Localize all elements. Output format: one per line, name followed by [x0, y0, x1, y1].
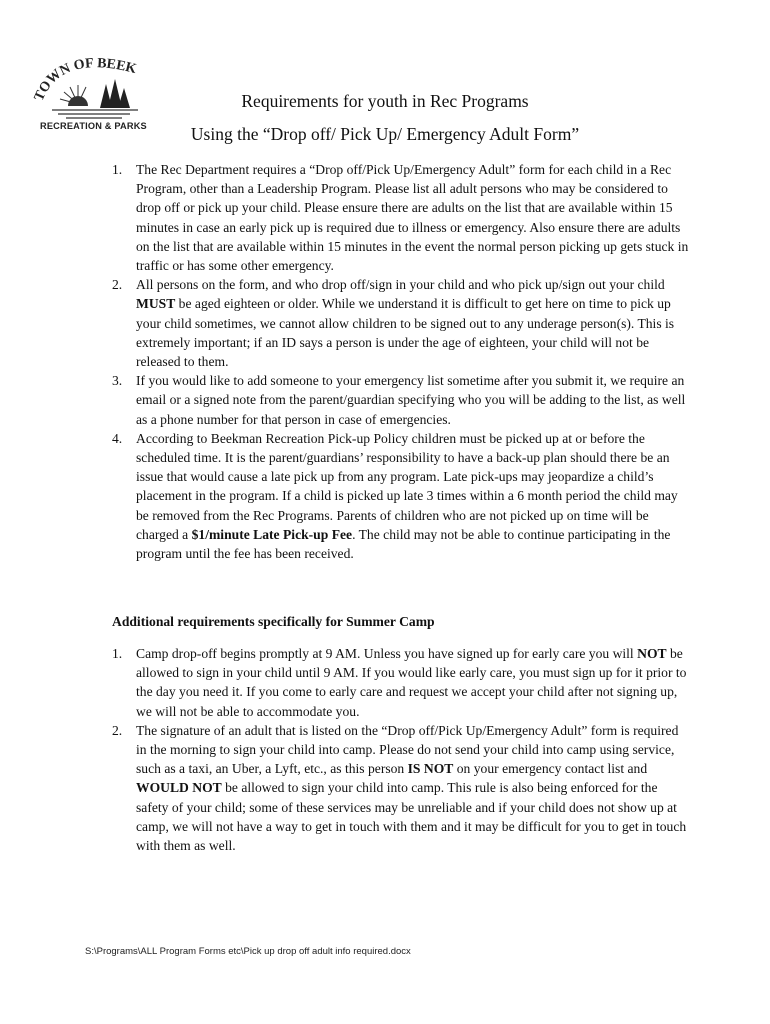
- list-item: [112, 644, 692, 721]
- summer-camp-list: [112, 644, 692, 855]
- text-run: . The child may not be able to continue participating in the program until the fee has been received.: [136, 526, 671, 562]
- page-title: [0, 91, 770, 112]
- item-number: 2.: [112, 277, 123, 293]
- item-text: The Rec Department requires a “Drop off/Pick Up/Emergency Adult” form for each child in a Rec Program, other than a Leadership Program. Please list all adult persons who may be considered to drop off or pick up your child. Please ensure there are adults on the list that are available within 15 minutes in case an early pick up is required due to illness or emergency. Also ensure there are adults on the list that are available within 15 minutes in the event the normal person picking up gets stuck in traffic or has some other emergency.: [136, 162, 689, 274]
- list-item: [112, 721, 692, 855]
- text-run: The signature of an adult that is listed on the “Drop off/Pick Up/Emergency Adult” form is required in the morning to sign your child into camp. Please do not send your child into camp using service, such as a taxi, an Uber, a Lyft, etc., as this person: [136, 722, 679, 777]
- item-number: 1.: [112, 162, 123, 177]
- page-subtitle: [0, 124, 770, 145]
- bold-text: IS NOT: [407, 761, 454, 777]
- list-item: [112, 371, 692, 429]
- list-item: [112, 160, 692, 275]
- text-run: Camp drop-off begins promptly at 9 AM. Unless you have signed up for early care you will: [136, 646, 638, 661]
- title-line-1: Requirements for youth in Rec Programs: [241, 91, 529, 111]
- list-item: [112, 429, 692, 563]
- text-run: be allowed to sign in your child until 9 AM. If you would like early care, you must sign up for it prior to the day you need it. If you come to early care and request we accept your child after not signing up, we will not be able to accommodate you.: [136, 646, 687, 719]
- text-run: be allowed to sign your child into camp. This rule is also being enforced for the safety of your child; some of these services may be unreliable and if your child does not show up at camp, we will not have a way to get in touch with them and it may be difficult for you to get in touch with them as well.: [136, 780, 687, 854]
- item-text: [136, 277, 674, 369]
- text-run: on your emergency contact list and: [453, 761, 648, 777]
- item-number: 3.: [112, 373, 123, 389]
- item-number: 4.: [112, 430, 123, 446]
- text-run: be aged eighteen or older. While we understand it is difficult to get here on time to pick up your child sometimes, we cannot allow children to be signed out to any underage person(s). This is extremely important; if an ID says a person is under the age of eighteen, your child will not be released to them.: [136, 296, 675, 370]
- item-text: [136, 431, 678, 561]
- bold-text: $1/minute Late Pick-up Fee: [191, 526, 353, 542]
- bold-text: MUST: [136, 296, 176, 312]
- bold-text: NOT: [637, 646, 667, 661]
- item-number: 1.: [112, 646, 123, 661]
- svg-text:TOWN OF BEEKMAN: TOWN OF BEEK: [31, 56, 138, 104]
- item-text: [136, 723, 686, 853]
- title-line-2: Using the “Drop off/ Pick Up/ Emergency Adult Form”: [190, 124, 580, 144]
- list-item: [112, 275, 692, 371]
- item-text: If you would like to add someone to your emergency list sometime after you submit it, we require an email or a signed note from the parent/guardian specifying who you will be adding to the list, as well as a phone number for that person in case of emergencies.: [136, 373, 686, 427]
- bold-text: WOULD NOT: [136, 780, 222, 796]
- item-number: 2.: [112, 722, 123, 738]
- logo-caption: RECREATION & PARKS: [40, 121, 147, 131]
- file-path-footer: S:\Programs\ALL Program Forms etc\Pick up drop off adult info required.docx: [85, 946, 411, 957]
- requirements-list: [112, 160, 692, 563]
- text-run: All persons on the form, and who drop off/sign in your child and who pick up/sign out your child: [136, 277, 665, 293]
- text-run: According to Beekman Recreation Pick-up Policy children must be picked up at or before the scheduled time. It is the parent/guardians’ responsibility to have a back-up plan should there be an issue that would cause a late pick up from any program. Late pick-ups may jeopardize a child’s placement in the program. If a child is picked up late 3 times within a 6 month period the child may be removed from the Rec Programs. Parents of children who are not picked up on time will be charged a: [136, 430, 678, 542]
- item-text: [136, 646, 686, 719]
- summer-camp-heading: Additional requirements specifically for Summer Camp: [112, 614, 435, 629]
